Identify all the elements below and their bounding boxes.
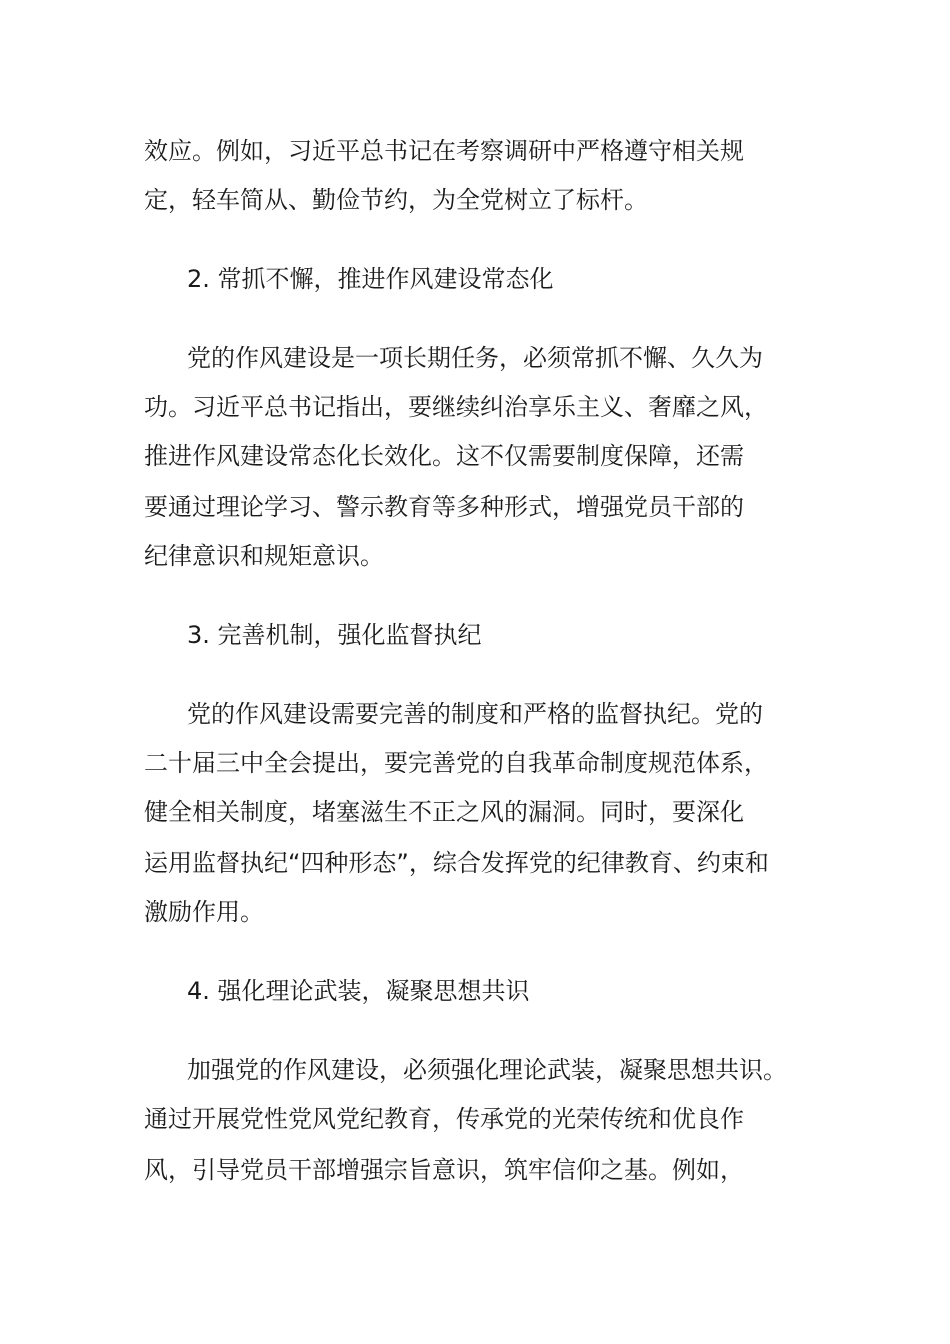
paragraph-line: 运用监督执纪“四种形态”，综合发挥党的纪律教育、约束和 xyxy=(144,849,769,877)
paragraph-line: 效应。例如，习近平总书记在考察调研中严格遵守相关规 xyxy=(144,137,744,165)
section-heading: 4. 强化理论武装，凝聚思想共识 xyxy=(187,977,530,1005)
paragraph-line: 要通过理论学习、警示教育等多种形式，增强党员干部的 xyxy=(144,493,744,521)
paragraph-line: 推进作风建设常态化长效化。这不仅需要制度保障，还需 xyxy=(144,442,744,470)
paragraph-line: 党的作风建设需要完善的制度和严格的监督执纪。党的 xyxy=(187,700,763,728)
paragraph-line: 定，轻车简从、勤俭节约，为全党树立了标杆。 xyxy=(144,186,648,214)
paragraph-line: 健全相关制度，堵塞滋生不正之风的漏洞。同时，要深化 xyxy=(144,798,744,826)
section-heading: 2. 常抓不懈，推进作风建设常态化 xyxy=(187,265,554,293)
paragraph-line: 通过开展党性党风党纪教育，传承党的光荣传统和优良作 xyxy=(144,1105,744,1133)
paragraph-line: 纪律意识和规矩意识。 xyxy=(144,542,384,570)
paragraph-line: 二十届三中全会提出，要完善党的自我革命制度规范体系， xyxy=(144,749,768,777)
paragraph-line: 党的作风建设是一项长期任务，必须常抓不懈、久久为 xyxy=(187,344,763,372)
paragraph-line: 风，引导党员干部增强宗旨意识，筑牢信仰之基。例如， xyxy=(144,1156,744,1184)
paragraph-line: 加强党的作风建设，必须强化理论武装，凝聚思想共识。 xyxy=(187,1056,787,1084)
section-heading: 3. 完善机制，强化监督执纪 xyxy=(187,621,482,649)
paragraph-line: 功。习近平总书记指出，要继续纠治享乐主义、奢靡之风， xyxy=(144,393,768,421)
paragraph-line: 激励作用。 xyxy=(144,898,264,926)
